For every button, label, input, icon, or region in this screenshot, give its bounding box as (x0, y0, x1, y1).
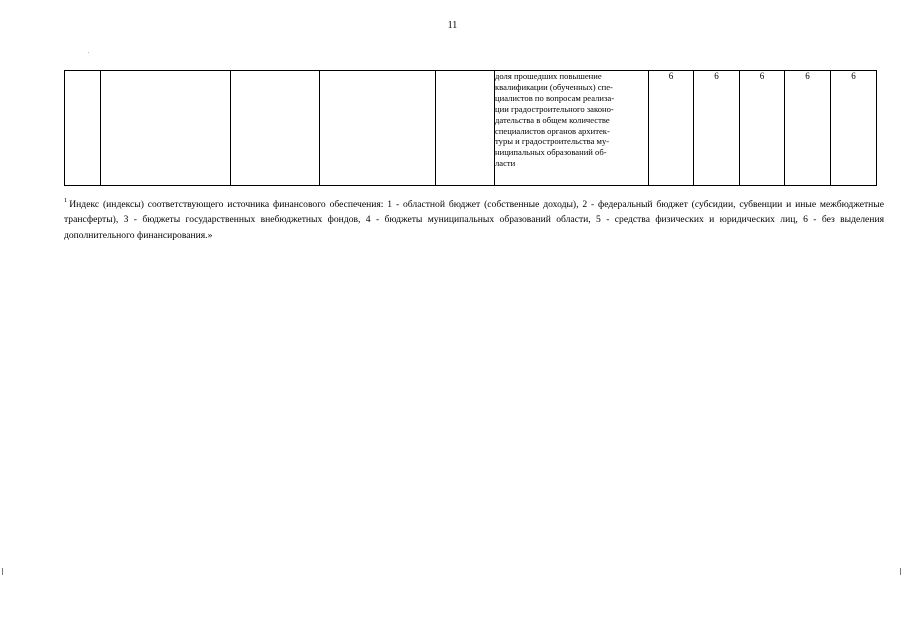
indicator-value: 6 (694, 71, 740, 186)
footnote (64, 197, 884, 243)
indicator-line: ции градостроительного законо- (495, 103, 614, 114)
empty-cell (436, 71, 495, 186)
empty-cell (231, 71, 320, 186)
scan-edge-mark (2, 568, 3, 575)
empty-cell (65, 71, 101, 186)
program-table (64, 70, 877, 186)
scan-edge-mark (900, 568, 901, 575)
indicator-line: ласти (495, 158, 516, 169)
table-row (65, 71, 877, 186)
footnote-text: Индекс (индексы) соответствующего источника финансового обеспечения: 1 - областной бюджет (собственные доходы), 2 - федеральный бюджет (субсидии, субвенции и иные межбюджетные трансферты), 3 - бюджеты государственных внебюджетных фондов, 4 - бюджеты муниципальных образований области, 5 - средства физических и юридических лиц, 6 - без выделения дополнительного финансирования.» (64, 199, 884, 241)
indicator-line: дательства в общем количестве (495, 114, 610, 125)
indicator-value: 6 (785, 71, 831, 186)
indicator-value: 6 (740, 71, 785, 186)
empty-cell (101, 71, 231, 186)
page-number: 11 (447, 20, 458, 31)
indicator-line: ниципальных образований об- (495, 147, 607, 158)
footnote-marker: 1 (64, 197, 68, 204)
indicator-line: доля прошедших повышение (495, 71, 602, 81)
indicator-line: туры и градостроительства му- (495, 136, 610, 147)
indicator-line: циалистов по вопросам реализа- (495, 92, 615, 103)
scan-speck (88, 52, 89, 53)
empty-cell (320, 71, 436, 186)
indicator-value: 6 (649, 71, 694, 186)
indicator-description (495, 71, 649, 186)
indicator-line: квалификации (обученных) спе- (495, 81, 613, 92)
indicator-value: 6 (831, 71, 877, 186)
indicator-line: специалистов органов архитек- (495, 125, 610, 136)
